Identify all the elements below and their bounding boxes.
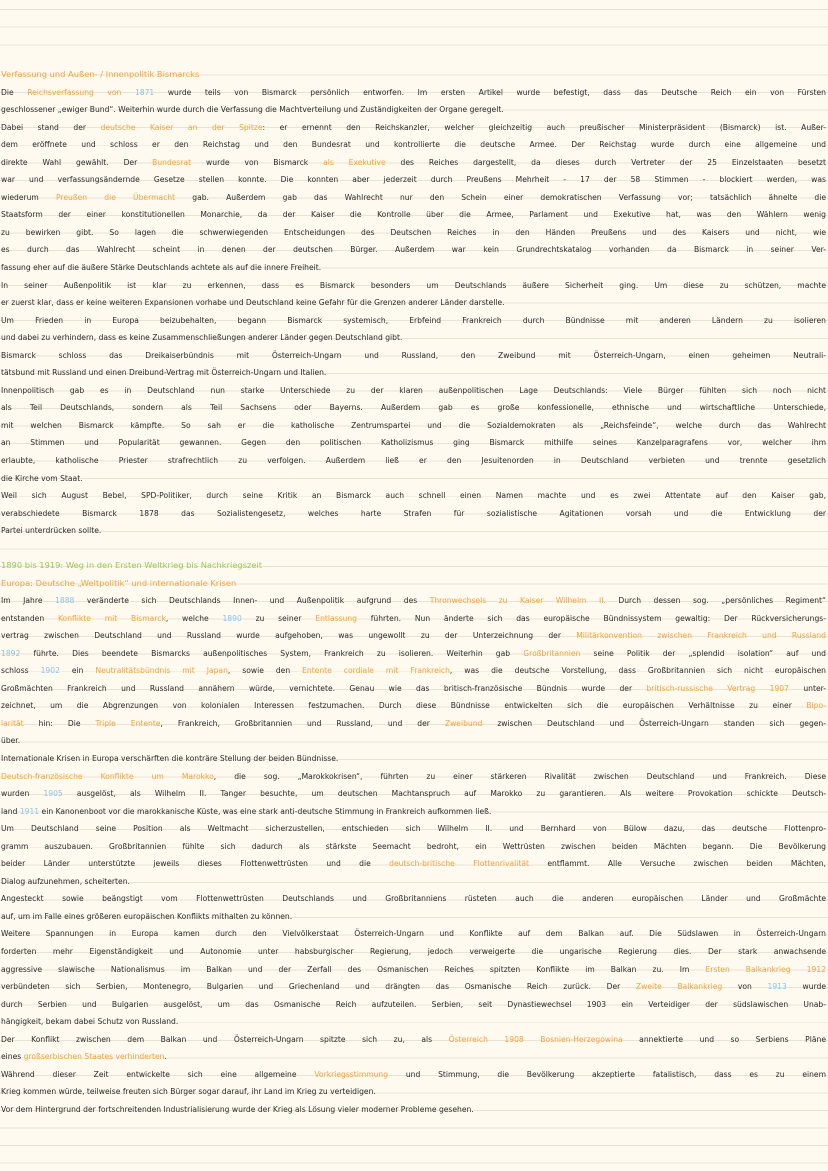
text-segment: Durch dessen sog. „persönliches Regiment“ xyxy=(605,596,826,606)
text-segment: vertrag zwischen Deutschland und Russland wurde aufgehoben, was ungewollt zu der Unterzeichnung der xyxy=(1,631,577,641)
text-segment: wurden xyxy=(1,789,44,799)
text-segment: Großmächten Frankreich und Russland annähern würde, vernichtete. Genau wie das britisch-französische Bündnis wurde der xyxy=(1,683,647,693)
text-line xyxy=(0,1013,828,1031)
text-segment: Weil sich August Bebel, SPD-Politiker, durch seine Kritik an Bismarck auch schnell einen Namen machte und es zwei Attentate auf den Kaiser gab, xyxy=(1,491,826,501)
text-segment: wurde teils von Bismarck persönlich entworfen. Im ersten Artikel wurde befestigt, dass das Deutsche Reich ein von Fürsten xyxy=(154,87,826,97)
text-segment: erlaubte, katholische Priester strafrechtlich zu verfolgen. Außerdem ließ er den Jesuitenorden in Deutschland verbieten und trennte gesetzlich xyxy=(1,456,826,466)
highlight-term: Entente cordiale mit Frankreich xyxy=(302,666,450,676)
text-segment: gramm auszubauen. Großbritannien fühlte sich dadurch als stärkste Seemacht bedroht, ein Wettrüsten zwischen beiden Mächten begann. Die Bevölkerung xyxy=(1,841,826,851)
text-segment: wiederum xyxy=(1,192,56,202)
text-segment: Angesteckt sowie beängstigt vom Flottenwettrüsten Deutschlands und Großbritanniens rüsteten auch die anderen europäischen Länder und Großmächte xyxy=(1,894,826,904)
text-segment: geschlossener „ewiger Bund“. Weiterhin wurde durch die Verfassung die Machtverteilung und Zuständigkeiten der Organe geregelt. xyxy=(1,105,504,115)
highlight-term: Entlassung xyxy=(315,613,357,623)
text-segment: Partei unterdrücken sollte. xyxy=(1,526,102,536)
text-segment: Dabei stand der xyxy=(1,122,101,132)
highlight-term: larität xyxy=(1,718,24,728)
text-segment: ausgelöst, als Wilhelm II. Tanger besuchte, um deutschen Machtanspruch auf Marokko zu garantieren. Als weitere Provokation schickte Deutsch- xyxy=(62,789,827,799)
highlight-year: 1890 xyxy=(222,613,242,623)
text-line xyxy=(0,189,828,207)
text-line xyxy=(0,1066,828,1084)
text-segment: , welche xyxy=(165,613,223,623)
text-line xyxy=(0,522,828,540)
text-segment: Dialog aufzunehmen, scheiterten. xyxy=(1,876,130,886)
text-line xyxy=(0,1083,828,1101)
text-segment: . xyxy=(164,1052,167,1062)
highlight-term: großserbischen Staates verhinderten xyxy=(23,1052,165,1062)
text-segment: Der Konflikt zwischen dem Balkan und Österreich-Ungarn spitzte sich zu, als xyxy=(1,1034,449,1044)
text-line xyxy=(0,697,828,715)
text-segment: zu bewirken gibt. So lagen die schwerwiegenden Entscheidungen des Deutschen Reiches in den Händen Preußens und des Kaisers und nicht, wie xyxy=(1,227,826,237)
text-line xyxy=(0,1101,828,1119)
highlight-year: 1902 xyxy=(40,666,60,676)
text-line xyxy=(0,1031,828,1049)
text-line xyxy=(0,84,828,102)
text-line xyxy=(0,803,828,821)
text-line xyxy=(0,347,828,365)
highlight-term: Militärkonvention zwischen Frankreich und Russland xyxy=(576,631,826,641)
text-segment: es durch das Wahlrecht scheint in denen der deutschen Bürger. Außerdem war kein Grundrechtskatalog vorhanden da Bismarck in seiner Ver- xyxy=(1,245,826,255)
text-segment: wurde xyxy=(786,982,826,992)
highlight-term: deutsch-britische Flottenrivalität xyxy=(389,859,529,869)
text-line xyxy=(0,680,828,698)
text-line xyxy=(0,399,828,417)
highlight-term: Bipo- xyxy=(806,701,826,711)
text-segment: hängigkeit, bekam dabei Schutz von Russland. xyxy=(1,1017,179,1027)
text-segment: als Teil Deutschlands, sondern als Teil Sachsens oder Bayerns. Außerdem gab es große konfessionelle, ethnische und wirtschaftliche Unterschiede, xyxy=(1,403,826,413)
text-segment: ein xyxy=(59,666,96,676)
text-line xyxy=(0,452,828,470)
text-line xyxy=(0,329,828,347)
text-segment: , die sog. „Marokkokrisen“, führten zu einer stärkeren Rivalität zwischen Deutschland und Frankreich. Diese xyxy=(213,771,826,781)
highlight-term: Reichsverfassung von xyxy=(27,87,135,97)
highlight-year: 1888 xyxy=(55,596,75,606)
text-line xyxy=(0,417,828,435)
text-segment: Vor dem Hintergrund der fortschreitenden Industrialisierung wurde der Krieg als Lösung vieler moderner Probleme gesehen. xyxy=(1,1104,474,1114)
text-line xyxy=(0,645,828,663)
text-segment: direkte Wahl gewählt. Der xyxy=(1,157,153,167)
text-segment: Weitere Spannungen in Europa kamen durch den Vielvölkerstaat Österreich-Ungarn und Konflikte auf dem Balkan auf. Die Südslawen in Österreich-Ungarn xyxy=(1,929,826,939)
section-heading-bismarck: Verfassung und Außen- / Innenpolitik Bismarcks xyxy=(1,69,200,79)
text-segment: führte. Dies beendete Bismarcks außenpolitisches System, Frankreich zu isolieren. Weiterhin gab xyxy=(20,648,524,658)
text-line xyxy=(0,855,828,873)
text-line xyxy=(0,908,828,926)
text-line xyxy=(0,768,828,786)
text-line xyxy=(0,662,828,680)
text-segment xyxy=(524,1035,541,1044)
text-segment: unter- xyxy=(788,683,826,693)
text-line xyxy=(0,978,828,996)
section-weltkrieg xyxy=(0,557,828,1119)
text-line xyxy=(0,838,828,856)
text-segment: Um Frieden in Europa beizubehalten, begann Bismarck systemisch, Erbfeind Frankreich durch Bündnisse mit anderen Ländern zu isolieren xyxy=(1,315,826,325)
text-line xyxy=(0,434,828,452)
text-segment: von xyxy=(722,982,768,992)
text-segment: annektierte und so Serbiens Pläne xyxy=(622,1034,826,1044)
text-line xyxy=(0,943,828,961)
text-line xyxy=(0,312,828,330)
text-segment: wurde von Bismarck xyxy=(191,157,324,167)
highlight-year: 1871 xyxy=(134,87,155,97)
text-line xyxy=(0,206,828,224)
text-line xyxy=(0,382,828,400)
section-body-bismarck xyxy=(0,84,828,540)
text-line xyxy=(0,1048,828,1066)
text-segment: Um Deutschland seine Position als Weltmacht sicherzustellen, entschieden sich Wilhelm II. und Bernhard von Bülow dazu, das deutsche Flottenpro- xyxy=(1,824,826,834)
section-heading-weltkrieg: 1890 bis 1919: Weg in den Ersten Weltkrieg bis Nachkriegszeit xyxy=(1,560,263,570)
text-segment: Im Jahre xyxy=(1,596,56,606)
text-line xyxy=(0,505,828,523)
text-segment: , was die deutsche Vorstellung, dass Großbritannien sich nicht europäischen xyxy=(449,666,826,676)
text-line xyxy=(0,136,828,154)
section-bismarck xyxy=(0,66,828,540)
text-line xyxy=(0,171,828,189)
text-segment: und Stimmung, die Bevölkerung akzeptierte fatalistisch, dass es zu einem xyxy=(388,1069,826,1079)
highlight-year: 1892 xyxy=(1,648,21,658)
highlight-term: Thronwechsels zu Kaiser Wilhelm II. xyxy=(429,596,606,606)
text-line xyxy=(0,785,828,803)
text-segment: des Reiches dargestellt, da dieses durch Vertreter der 25 Einzelstaaten besetzt xyxy=(385,157,827,167)
text-line xyxy=(0,119,828,137)
text-line xyxy=(0,364,828,382)
text-line xyxy=(0,890,828,908)
text-line xyxy=(0,592,828,610)
text-line xyxy=(0,259,828,277)
text-segment: und dabei zu verhindern, dass es keine Zusammenschließungen anderer Länder gegen Deutschland gibt. xyxy=(1,333,403,343)
text-line xyxy=(0,961,828,979)
text-segment: war und verfassungsändernde Gesetze stellen konnte. Die konnten aber jederzeit durch Preußens Mehrheit - 17 der 58 Stimmen - blockiert werden, was xyxy=(1,175,826,185)
highlight-term: Großbritannien xyxy=(523,648,581,658)
highlight-term: Bundesrat xyxy=(152,157,192,167)
text-segment: fassung eher auf die äußere Stärke Deutschlands achtete als auf die innere Freiheit. xyxy=(1,263,322,273)
text-segment: verbündeten sich Serbien, Montenegro, Bulgarien und Griechenland und drängten das Osmanische Reich zurück. Der xyxy=(1,982,636,992)
text-line xyxy=(0,101,828,119)
text-segment: führten. Nun änderte sich das europäische Bündnissystem gewaltig: Der Rückversicherungs- xyxy=(356,613,826,623)
text-segment: Die xyxy=(1,87,28,97)
highlight-term: Ersten Balkankrieg 1912 xyxy=(705,964,826,974)
text-segment: durch Serbien und Bulgarien ausgelöst, um das Osmanische Reich aufzuteilen. Serbien, seit Dynastiewechsel 1903 ein Verteidiger der südslawischen Unab- xyxy=(1,999,826,1009)
text-segment: gab. Außerdem gab das Wahlrecht nur den Schein einer demokratischen Verfassung vor; tatsächlich ähnelte die xyxy=(175,192,827,202)
text-segment: : er ernennt den Reichskanzler, welcher gleichzeitig auch preußischer Ministerpräsident (Bismarck) ist. Außer- xyxy=(262,122,826,132)
text-segment: Staatsform der einer konstitutionellen Monarchie, da der Kaiser die Kontrolle über die Armee, Parlament und Exekutive hat, was den Wählern wenig xyxy=(1,210,826,220)
text-segment: hin: Die xyxy=(23,718,96,728)
text-segment: Innenpolitisch gab es in Deutschland nun starke Unterschiede zu der klaren außenpolitischen Lage Deutschlands: Viele Bürger fühlten sich noch nicht xyxy=(1,385,826,395)
text-line xyxy=(0,627,828,645)
text-line xyxy=(0,610,828,628)
highlight-year: 1911 xyxy=(19,806,40,816)
text-segment: Internationale Krisen in Europa verschärften die konträre Stellung der beiden Bündnisse. xyxy=(1,754,339,764)
text-line xyxy=(0,820,828,838)
text-line xyxy=(0,277,828,295)
highlight-term: Bosnien-Herzegowina xyxy=(540,1034,623,1044)
highlight-term: Konflikte mit Bismarck xyxy=(57,613,166,623)
text-segment: Während dieser Zeit entwickelte sich eine allgemeine xyxy=(1,1069,315,1079)
text-segment: entflammt. Alle Versuche zwischen beiden Mächten, xyxy=(529,859,826,869)
text-segment: zeichnet, um die Abgrenzungen von kolonialen Interessen festzumachen. Durch diese Bündnisse entwickelten sich die europäischen Verhältnisse zu einer xyxy=(1,701,807,711)
section-body-weltkrieg xyxy=(0,592,828,1118)
text-segment: , Frankreich, Großbritannien und Russland, und der xyxy=(160,718,445,728)
text-segment: tätsbund mit Russland und einen Dreibund-Vertrag mit Österreich-Ungarn und Italien. xyxy=(1,368,327,378)
text-segment: Bismarck schloss das Dreikaiserbündnis mit Österreich-Ungarn und Russland, den Zweibund mit Österreich-Ungarn, einen geheimen Neutrali- xyxy=(1,350,826,360)
text-line xyxy=(0,996,828,1014)
text-line xyxy=(0,487,828,505)
text-segment: die Kirche vom Staat. xyxy=(1,473,83,483)
text-segment: Krieg kommen würde, teilweise freuten sich Bürger sogar darauf, ihr Land im Krieg zu verteidigen. xyxy=(1,1087,376,1097)
highlight-term: Triple Entente xyxy=(95,718,161,728)
text-segment: mit welchen Bismarck kämpfte. So sah er die katholische Zentrumspartei und die Sozialdemokraten als „Reichsfeinde“, welche durch das Wahlrecht xyxy=(1,420,826,430)
text-segment: , sowie den xyxy=(227,666,303,676)
highlight-year: 1905 xyxy=(43,789,63,799)
text-segment: zu seiner xyxy=(241,613,316,623)
highlight-term: britisch-russische Vertrag 1907 xyxy=(646,683,789,693)
highlight-term: Deutsch-französische Konflikte um Marokko xyxy=(1,771,214,781)
text-line xyxy=(0,715,828,733)
highlight-term: deutsche Kaiser an der Spitze xyxy=(100,122,263,132)
text-line xyxy=(0,732,828,750)
text-segment: zwischen Deutschland und Österreich-Ungarn standen sich gegen- xyxy=(482,718,826,728)
subheading-weltpolitik: Europa: Deutsche „Weltpolitik“ und internationale Krisen xyxy=(1,577,237,588)
text-segment: entstanden xyxy=(1,613,58,623)
highlight-term: Preußen die Übermacht xyxy=(55,192,176,202)
text-segment: forderten mehr Eigenständigkeit und Autonomie unter habsburgischer Regierung, jedoch verweigerte die ungarische Regierung dies. Der stark anwachsende xyxy=(1,947,826,957)
text-line xyxy=(0,294,828,312)
text-segment: seine Politik der „splendid isolation“ auf und xyxy=(580,648,826,658)
text-segment: ein Kanonenboot vor die marokkanische Küste, was eine stark anti-deutsche Stimmung in Frankreich aufkommen ließ. xyxy=(39,806,492,816)
highlight-term: Österreich 1908 xyxy=(448,1034,524,1044)
text-line xyxy=(0,470,828,488)
text-line xyxy=(0,750,828,768)
text-segment: er zuerst klar, dass er keine weiteren Expansionen vorhabe und Deutschland keine Gefahr für die Grenzen anderer Länder darstelle. xyxy=(1,298,505,308)
text-segment: aggressive slawische Nationalismus im Balkan und der Zerfall des Osmanischen Reiches spitzten Konflikte im Balkan zu. Im xyxy=(1,964,706,974)
highlight-term: Vorkriegsstimmung xyxy=(314,1069,389,1079)
text-segment: verabschiedete Bismarck 1878 das Sozialistengesetz, welches harte Strafen für sozialistische Agitationen vorsah und die Entwicklung der xyxy=(1,508,826,518)
highlight-term: als Exekutive xyxy=(323,157,386,167)
text-line xyxy=(0,873,828,891)
highlight-year: 1913 xyxy=(767,982,787,992)
highlight-term: Zweite Balkankrieg xyxy=(635,982,723,992)
text-line xyxy=(0,224,828,242)
text-segment: an Stimmen und Popularität gewannen. Gegen den politischen Katholizismus ging Bismarck mithilfe seines Kanzelparagrafens vor, welcher ihm xyxy=(1,438,826,448)
text-line xyxy=(0,154,828,172)
text-segment: auf, um im Falle eines größeren europäischen Konflikts mithalten zu können. xyxy=(1,911,293,921)
text-segment: eines xyxy=(1,1052,24,1062)
highlight-term: Zweibund xyxy=(444,718,483,728)
text-line xyxy=(0,925,828,943)
text-segment: schloss xyxy=(1,666,41,676)
text-segment: beider Länder unterstützte jeweils dieses Flottenwettrüsten und die xyxy=(1,859,390,869)
text-segment: In seiner Außenpolitik ist klar zu erkennen, dass es Bismarck besonders um Deutschlands äußere Sicherheit ging. Um diese zu schützen, machte xyxy=(1,280,826,290)
text-segment: über. xyxy=(1,736,21,746)
highlight-term: Neutralitätsbündnis mit Japan xyxy=(95,666,228,676)
text-segment: dem eröffnete und schloss er den Reichstag und den Bundesrat und kontrollierte die deutsche Armee. Der Reichstag wurde durch eine allgemeine und xyxy=(1,140,826,150)
text-line xyxy=(0,241,828,259)
text-segment: land xyxy=(1,806,20,816)
text-segment: veränderte sich Deutschlands Innen- und Außenpolitik aufgrund des xyxy=(74,596,430,606)
